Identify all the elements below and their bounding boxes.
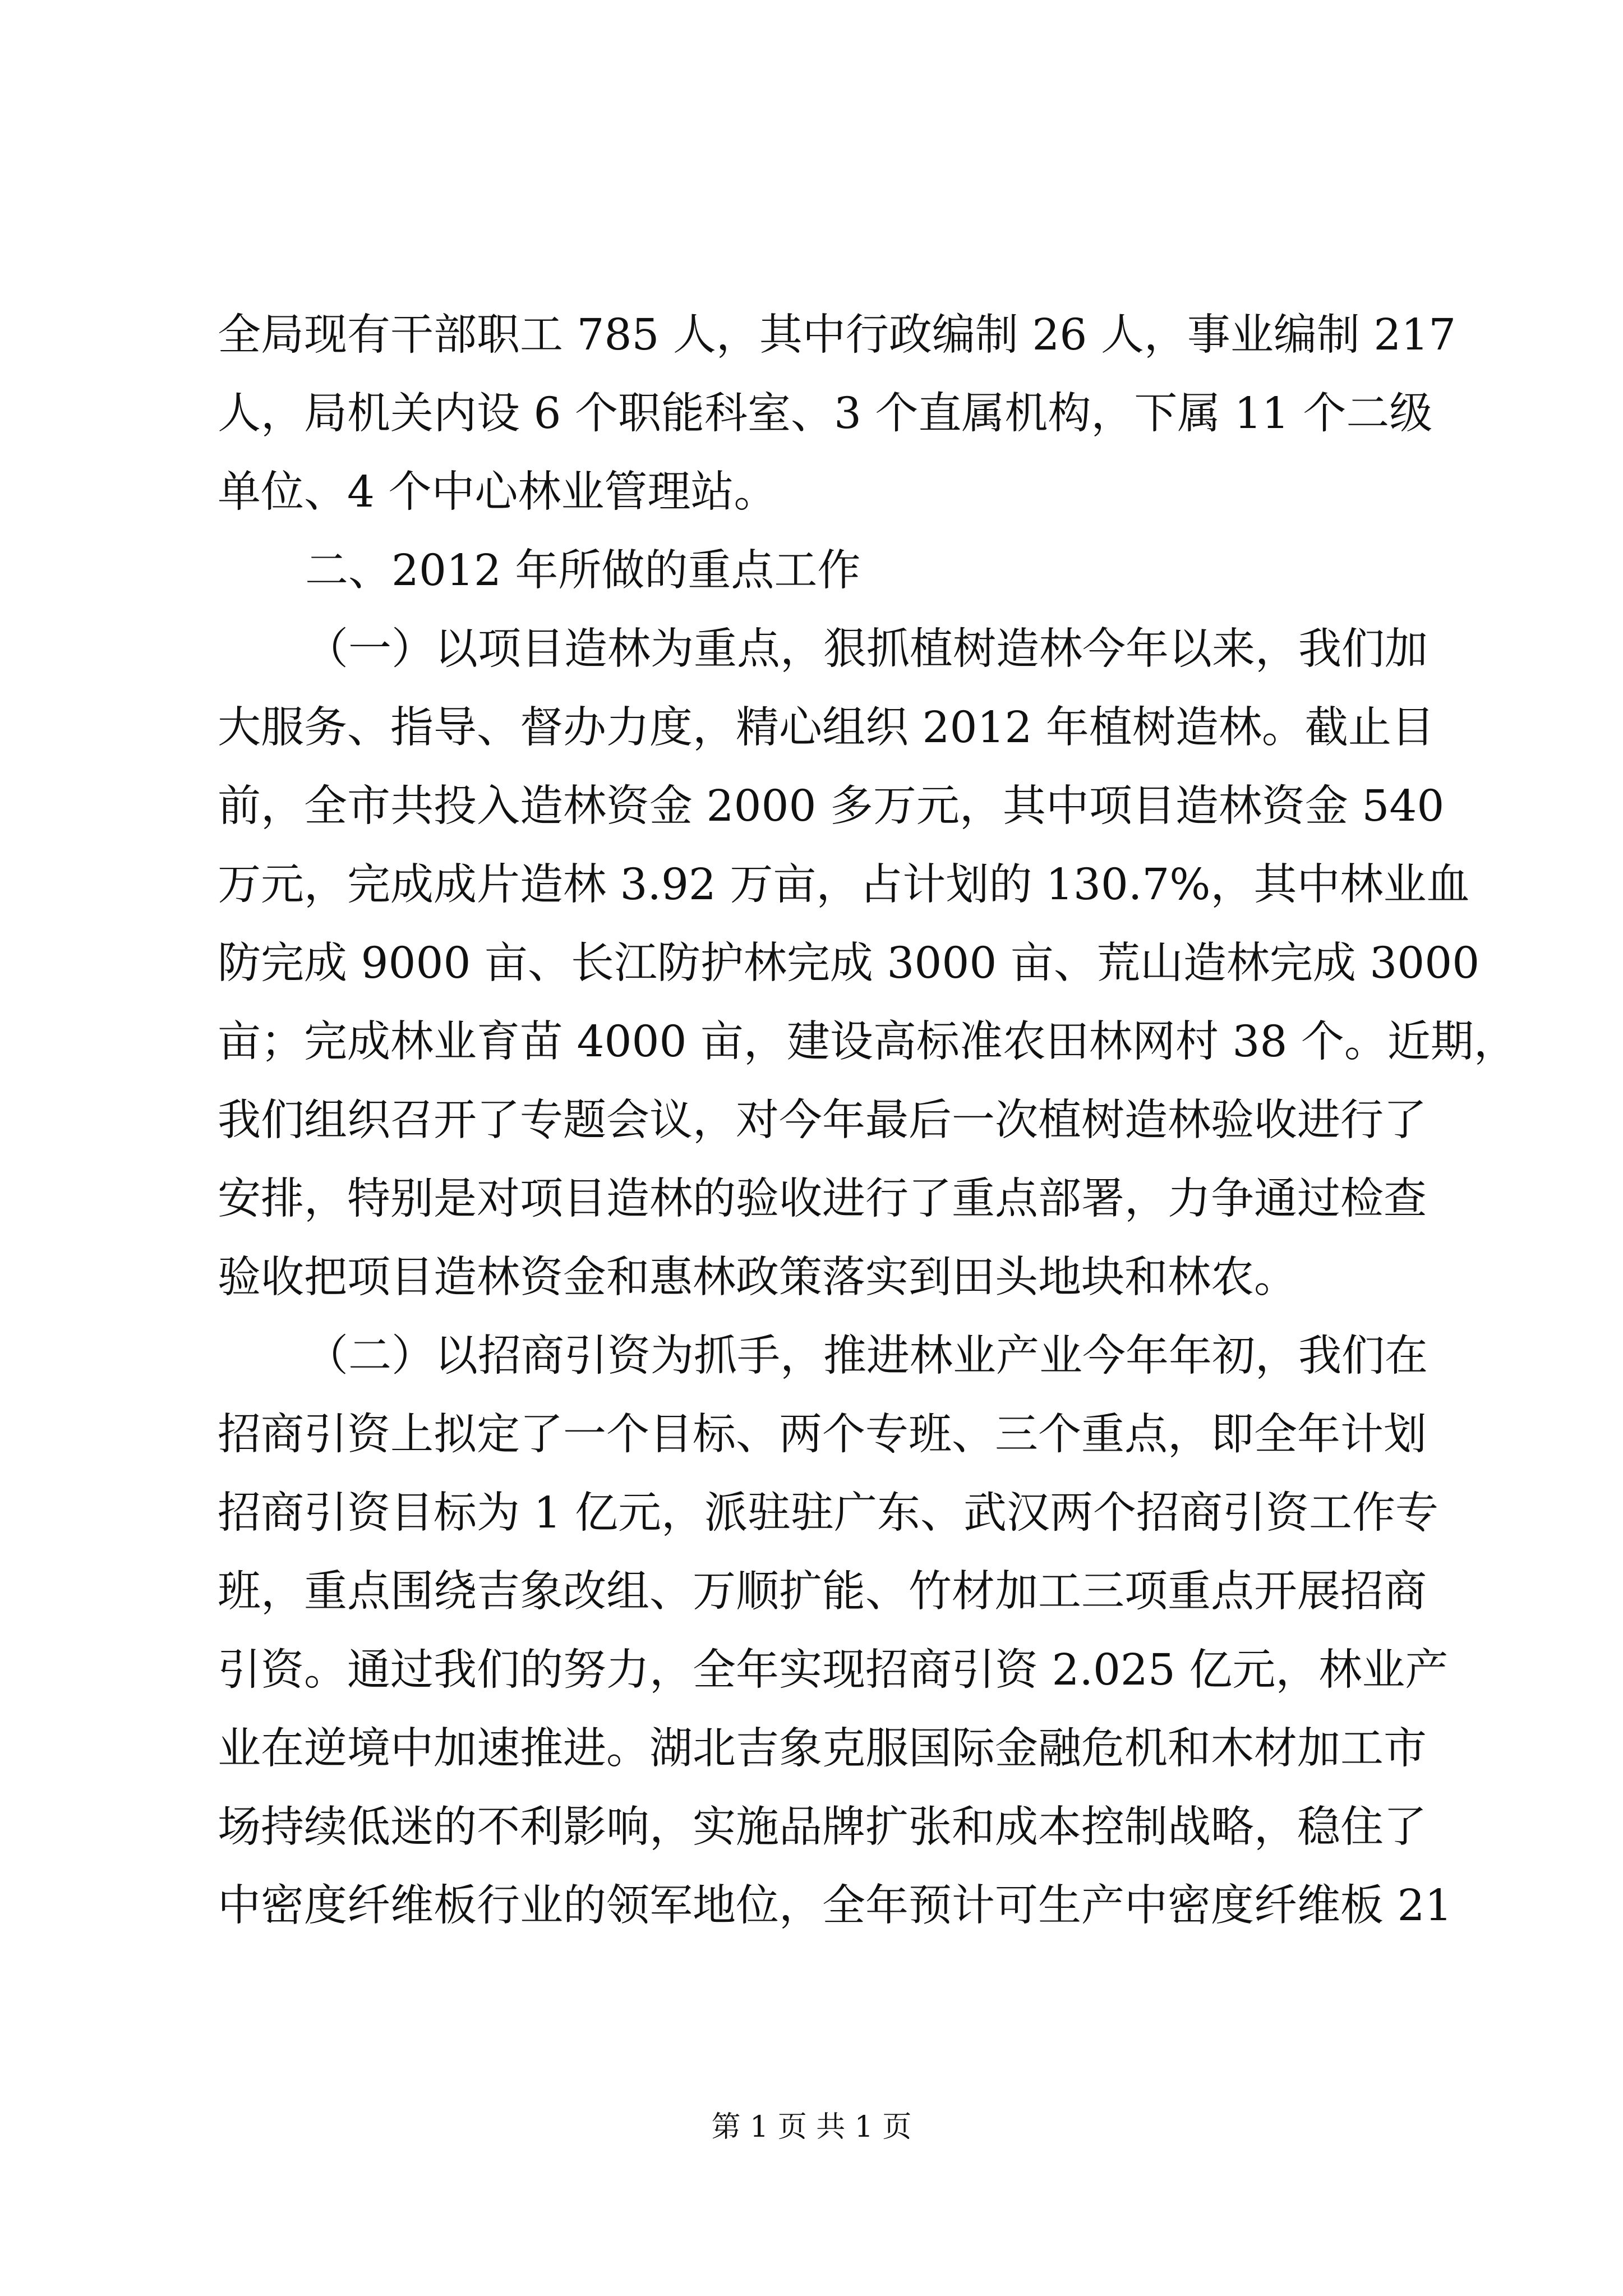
paragraph-3-line-4: 班，重点围绕吉象改组、万顺扩能、竹材加工三项重点开展招商: [218, 1567, 1427, 1617]
page-number-footer: 第 1 页 共 1 页: [711, 2110, 912, 2144]
paragraph-1-line-1: 全局现有干部职工 785 人，其中行政编制 26 人，事业编制 217: [218, 310, 1456, 360]
paragraph-2-line-9: 验收把项目造林资金和惠林政策落实到田头地块和林农。: [218, 1253, 1297, 1303]
paragraph-2-line-1: （一）以项目造林为重点，狠抓植树造林今年以来，我们加: [305, 624, 1428, 674]
paragraph-3-line-5: 引资。通过我们的努力，全年实现招商引资 2.025 亿元，林业产: [218, 1645, 1449, 1695]
paragraph-1-line-3: 单位、4 个中心林业管理站。: [218, 467, 777, 517]
paragraph-2-line-7: 我们组织召开了专题会议，对今年最后一次植树造林验收进行了: [218, 1096, 1427, 1145]
paragraph-1-line-2: 人，局机关内设 6 个职能科室、3 个直属机构，下属 11 个二级: [218, 389, 1433, 439]
paragraph-2-line-8: 安排，特别是对项目造林的验收进行了重点部署，力争通过检查: [218, 1174, 1427, 1224]
paragraph-3-line-1: （二）以招商引资为抓手，推进林业产业今年年初，我们在: [305, 1331, 1428, 1381]
paragraph-2-line-4: 万元，完成成片造林 3.92 万亩，占计划的 130.7%，其中林业血: [218, 860, 1470, 910]
paragraph-3-line-6: 业在逆境中加速推进。湖北吉象克服国际金融危机和木材加工市: [218, 1724, 1427, 1774]
paragraph-2-line-6: 亩；完成林业育苗 4000 亩，建设高标准农田林网村 38 个。近期，: [218, 1017, 1517, 1067]
paragraph-3-line-2: 招商引资上拟定了一个目标、两个专班、三个重点，即全年计划: [218, 1410, 1427, 1460]
paragraph-2-line-5: 防完成 9000 亩、长江防护林完成 3000 亩、荒山造林完成 3000: [218, 938, 1480, 988]
section-heading: 二、2012 年所做的重点工作: [305, 546, 861, 596]
paragraph-3-line-8: 中密度纤维板行业的领军地位，全年预计可生产中密度纤维板 21: [218, 1881, 1453, 1931]
paragraph-2-line-2: 大服务、指导、督办力度，精心组织 2012 年植树造林。截止目: [218, 703, 1435, 753]
paragraph-3-line-3: 招商引资目标为 1 亿元，派驻驻广东、武汉两个招商引资工作专: [218, 1488, 1438, 1538]
paragraph-3-line-7: 场持续低迷的不利影响，实施品牌扩张和成本控制战略，稳住了: [218, 1802, 1427, 1852]
paragraph-2-line-3: 前，全市共投入造林资金 2000 多万元，其中项目造林资金 540: [218, 781, 1445, 831]
